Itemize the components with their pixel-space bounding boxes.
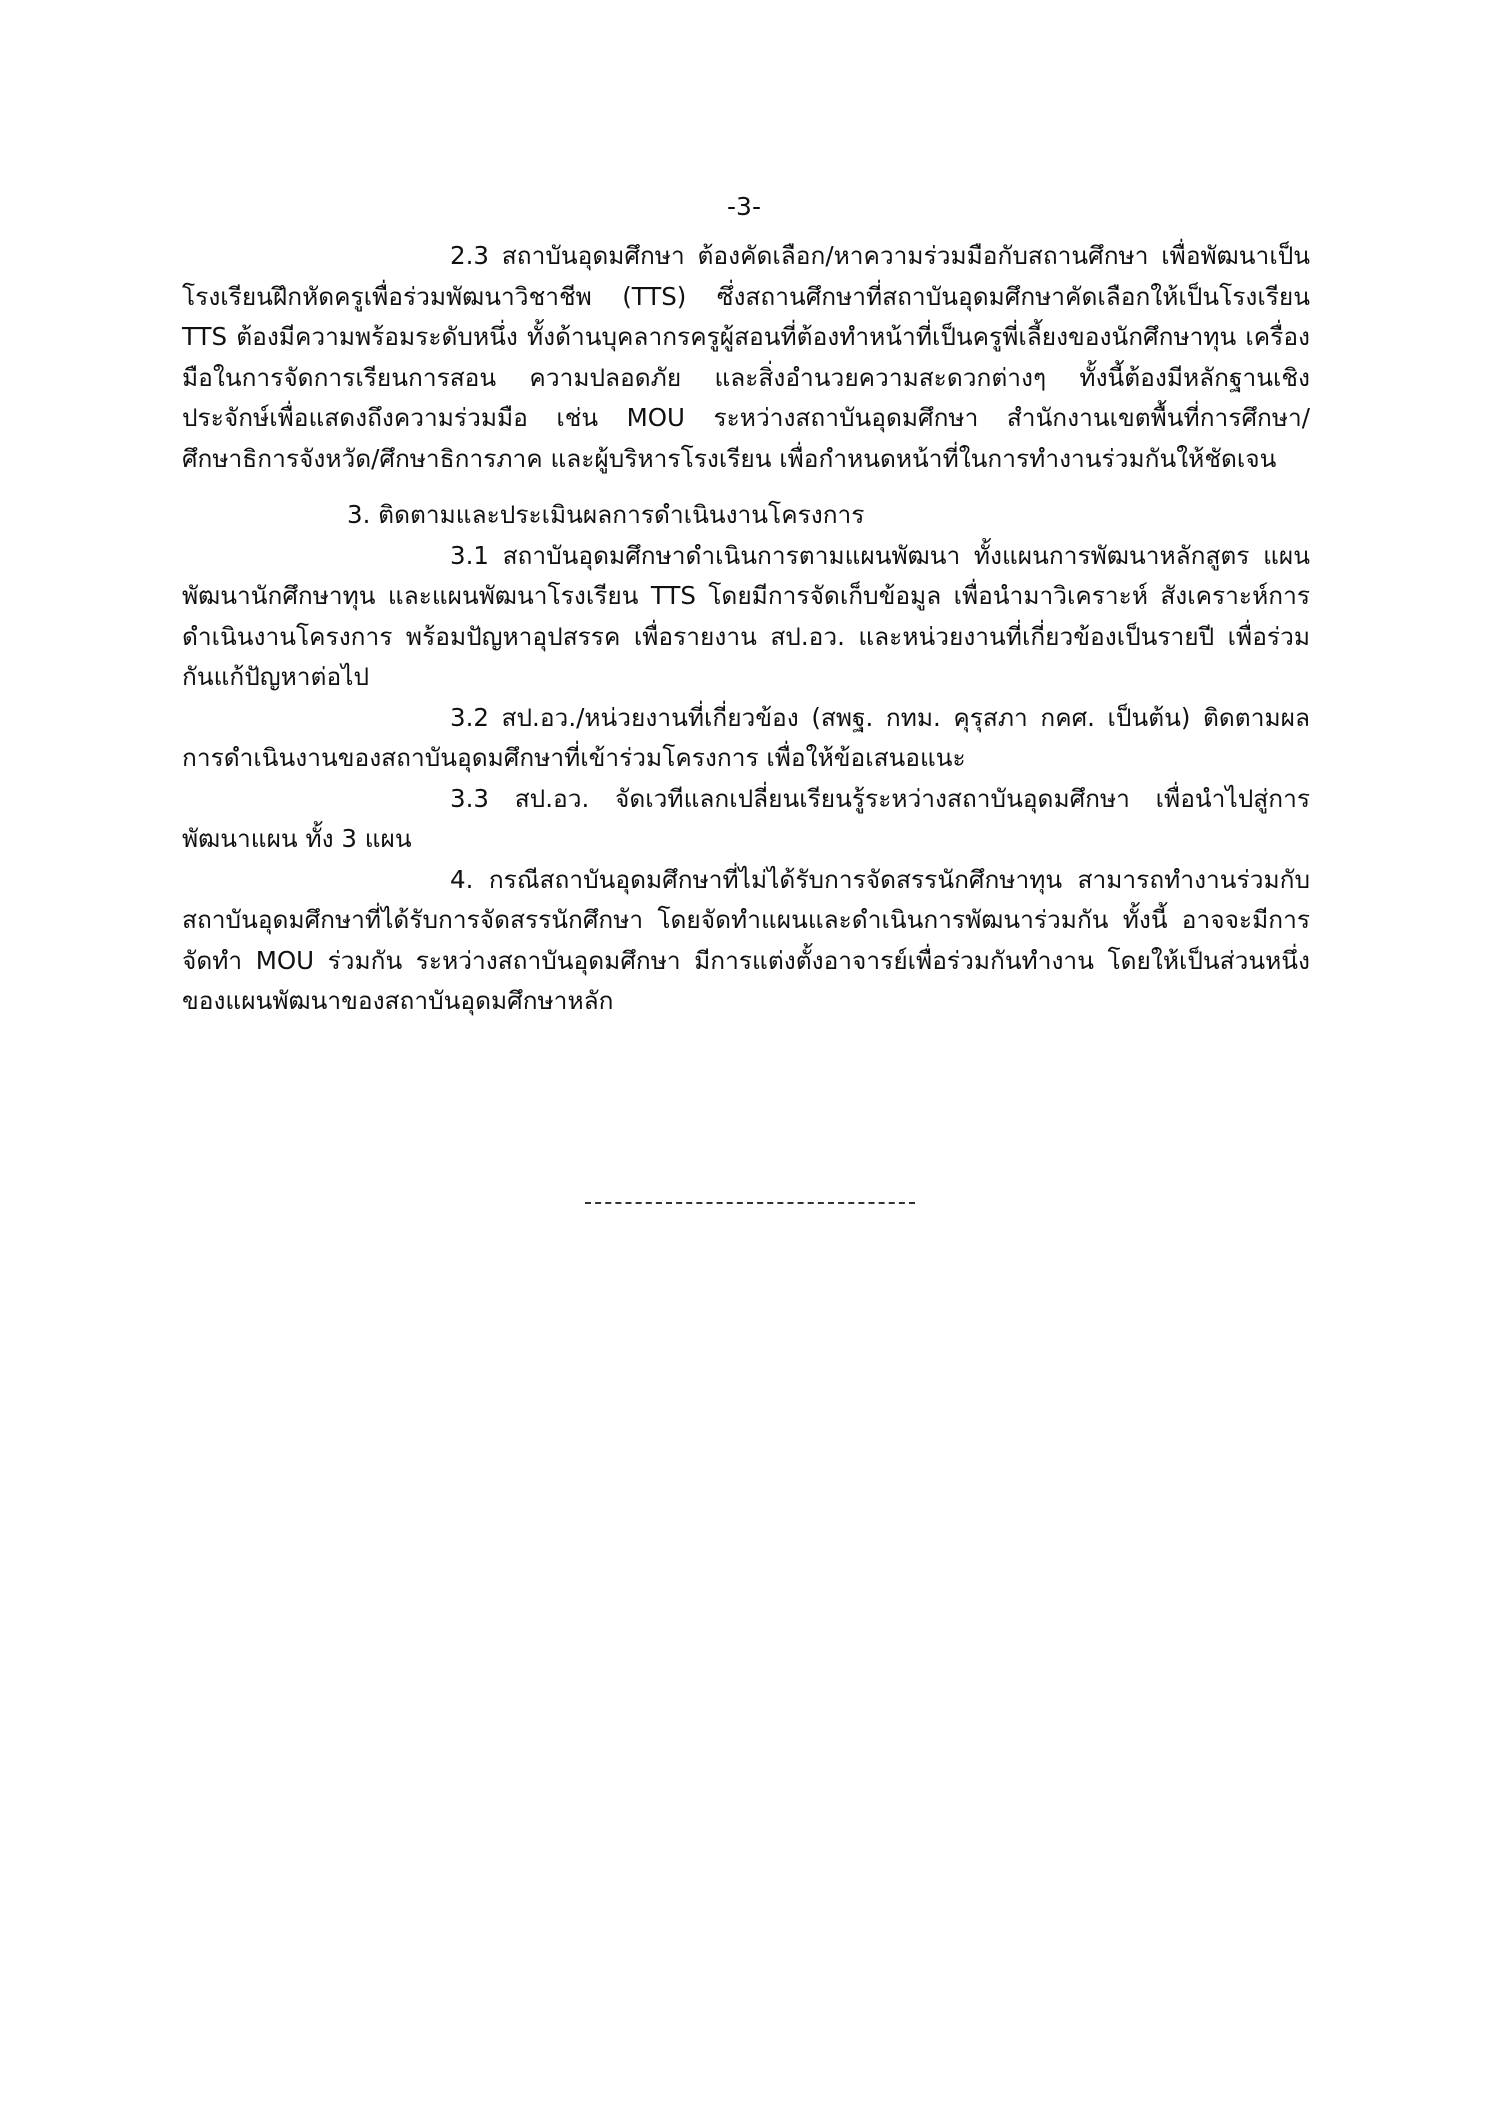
end-of-section-divider — [585, 1202, 915, 1204]
paragraph-3-1: 3.1 สถาบันอุดมศึกษาดำเนินการตามแผนพัฒนา ทั้งแผนการพัฒนาหลักสูตร แผนพัฒนานักศึกษาทุน และแผนพัฒนาโรงเรียน TTS โดยมีการจัดเก็บข้อมูล เพื่อนำมาวิเคราะห์ สังเคราะห์การดำเนินงานโครงการ พร้อมปัญหาอุปสรรค เพื่อรายงาน สป.อว. และหน่วยงานที่เกี่ยวข้องเป็นรายปี เพื่อร่วมกันแก้ปัญหาต่อไป — [182, 540, 1310, 691]
section-3-heading: 3. ติดตามและประเมินผลการดำเนินงานโครงการ — [347, 500, 865, 529]
page-number: -3- — [727, 192, 761, 221]
paragraph-2-3: 2.3 สถาบันอุดมศึกษา ต้องคัดเลือก/หาความร่วมมือกับสถานศึกษา เพื่อพัฒนาเป็นโรงเรียนฝึกหัดครูเพื่อร่วมพัฒนาวิชาชีพ (TTS) ซึ่งสถานศึกษาที่สถาบันอุดมศึกษาคัดเลือกให้เป็นโรงเรียน TTS ต้องมีความพร้อมระดับหนึ่ง ทั้งด้านบุคลากรครูผู้สอนที่ต้องทำหน้าที่เป็นครูพี่เลี้ยงของนักศึกษาทุน เครื่องมือในการจัดการเรียนการสอน ความปลอดภัย และสิ่งอำนวยความสะดวกต่างๆ ทั้งนี้ต้องมีหลักฐานเชิงประจักษ์เพื่อแสดงถึงความร่วมมือ เช่น MOU ระหว่างสถาบันอุดมศึกษา สำนักงานเขตพื้นที่การศึกษา/ศึกษาธิการจังหวัด/ศึกษาธิการภาค และผู้บริหารโรงเรียน เพื่อกำหนดหน้าที่ในการทำงานร่วมกันให้ชัดเจน — [182, 241, 1310, 473]
paragraph-4: 4. กรณีสถาบันอุดมศึกษาที่ไม่ได้รับการจัดสรรนักศึกษาทุน สามารถทำงานร่วมกับสถาบันอุดมศึกษาที่ได้รับการจัดสรรนักศึกษา โดยจัดทำแผนและดำเนินการพัฒนาร่วมกัน ทั้งนี้ อาจจะมีการจัดทำ MOU ร่วมกัน ระหว่างสถาบันอุดมศึกษา มีการแต่งตั้งอาจารย์เพื่อร่วมกันทำงาน โดยให้เป็นส่วนหนึ่งของแผนพัฒนาของสถาบันอุดมศึกษาหลัก — [182, 864, 1310, 1015]
paragraph-3-2: 3.2 สป.อว./หน่วยงานที่เกี่ยวข้อง (สพฐ. กทม. คุรุสภา กคศ. เป็นต้น) ติดตามผลการดำเนินงานของสถาบันอุดมศึกษาที่เข้าร่วมโครงการ เพื่อให้ข้อเสนอแนะ — [182, 702, 1310, 772]
document-body — [182, 236, 1310, 1022]
paragraph-3-3: 3.3 สป.อว. จัดเวทีแลกเปลี่ยนเรียนรู้ระหว่างสถาบันอุดมศึกษา เพื่อนำไปสู่การพัฒนาแผน ทั้ง 3 แผน — [182, 783, 1310, 853]
